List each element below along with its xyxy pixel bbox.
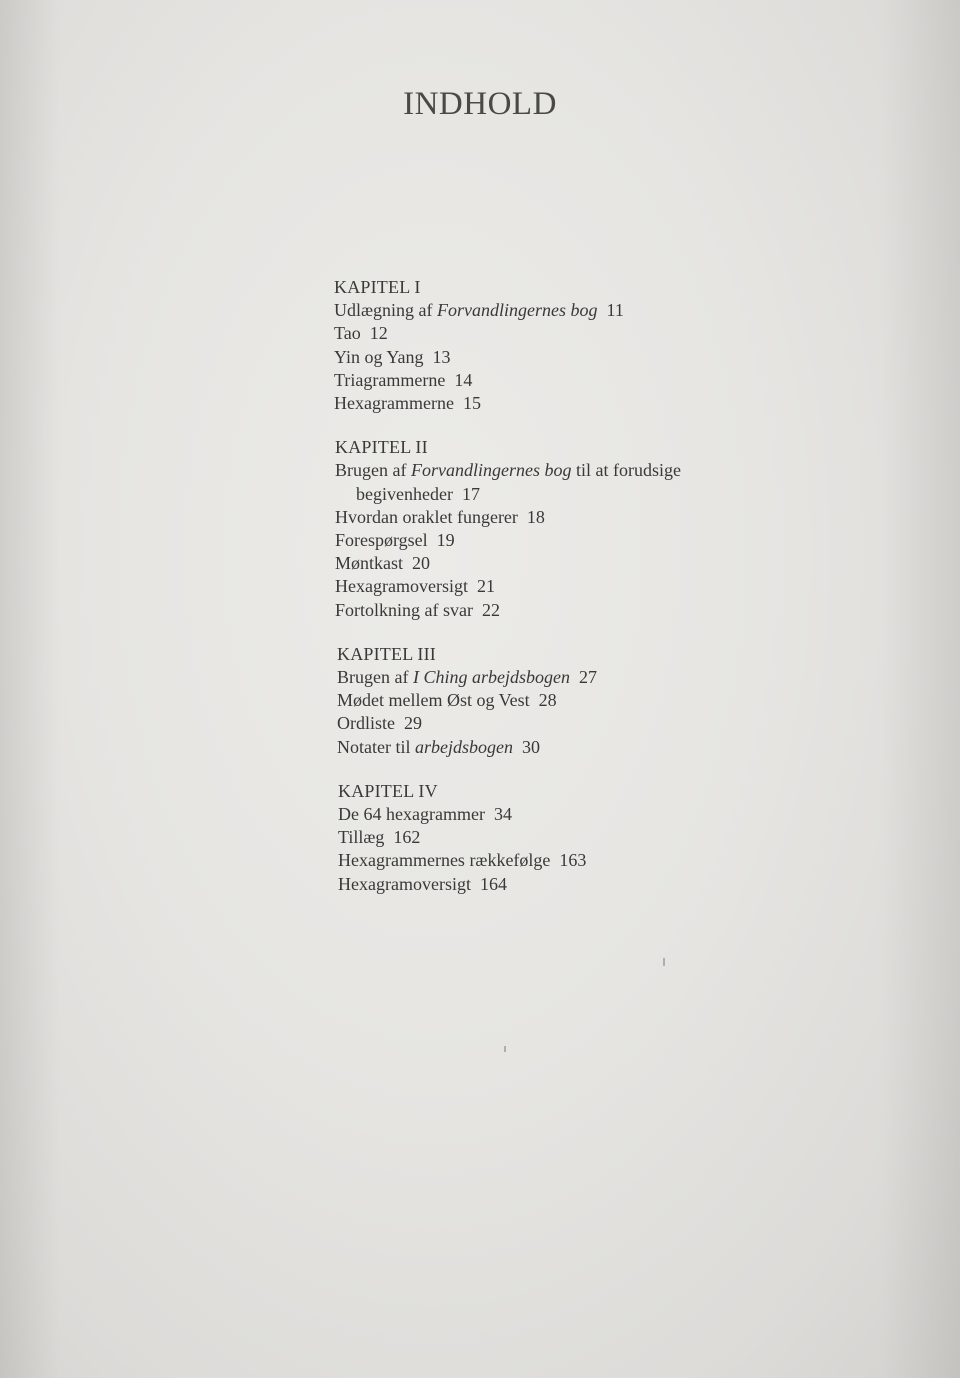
- toc-entry: [335, 529, 854, 552]
- toc-entry: [338, 849, 854, 872]
- entry-text: Hexagrammernes rækkefølge: [338, 850, 551, 871]
- page-number: 14: [454, 369, 473, 390]
- page-number: 28: [538, 690, 557, 711]
- toc-entry: [337, 666, 854, 689]
- toc-entry: [337, 689, 854, 712]
- entry-text: Hexagramoversigt: [335, 576, 468, 597]
- entry-text: Yin og Yang: [334, 346, 424, 367]
- paper-speck: [504, 1046, 506, 1052]
- chapter-heading: KAPITEL III: [337, 643, 437, 664]
- toc-section-kapitel-2: [335, 436, 854, 622]
- chapter-heading: KAPITEL I: [334, 277, 421, 297]
- table-of-contents: [334, 276, 854, 917]
- page-number: 13: [432, 346, 451, 367]
- entry-continuation: [335, 483, 854, 506]
- chapter-heading: KAPITEL IV: [338, 780, 438, 801]
- entry-italic-title: Forvandlingernes bog: [410, 460, 572, 481]
- toc-section-kapitel-4: [338, 780, 854, 896]
- entry-text: Notater til: [337, 736, 415, 757]
- entry-text: De 64 hexagrammer: [338, 804, 485, 825]
- toc-entry: [338, 826, 854, 849]
- page-number: 30: [521, 736, 540, 757]
- toc-entry: [334, 369, 854, 392]
- page-number: 34: [493, 804, 512, 825]
- entry-italic-title: I Ching arbejdsbogen: [412, 667, 570, 688]
- entry-italic-title: Forvandlingernes bog: [437, 300, 598, 321]
- page-edge-shadow-left: [0, 0, 60, 1378]
- page-number: 15: [462, 393, 481, 414]
- page-number: 18: [526, 506, 545, 527]
- entry-continuation-text: begivenheder: [356, 483, 453, 504]
- toc-entry: [334, 299, 854, 322]
- toc-entry: [335, 575, 854, 598]
- page-number: 19: [436, 530, 455, 551]
- page-title: INDHOLD: [403, 86, 557, 122]
- paper-speck: [663, 958, 665, 966]
- entry-text: Forespørgsel: [335, 530, 428, 551]
- entry-text: Møntkast: [335, 553, 404, 574]
- page-number: 27: [578, 667, 597, 688]
- entry-text: Udlægning af: [334, 300, 437, 321]
- page-number: 162: [393, 827, 421, 848]
- toc-entry: [335, 552, 854, 575]
- toc-section-kapitel-3: [337, 643, 854, 759]
- entry-text: Hexagramoversigt: [338, 873, 471, 894]
- entry-text: Mødet mellem Øst og Vest: [337, 690, 530, 711]
- page-number: 22: [481, 599, 500, 620]
- toc-entry: [335, 599, 854, 622]
- toc-entry: [338, 803, 854, 826]
- toc-entry: [335, 459, 854, 505]
- entry-text: Tao: [334, 323, 361, 344]
- toc-entry: [335, 506, 854, 529]
- page-number: 21: [476, 576, 495, 597]
- toc-entry: [334, 392, 854, 415]
- entry-text: Ordliste: [337, 713, 395, 734]
- page-number: 163: [559, 850, 587, 871]
- toc-entry: [338, 873, 854, 896]
- page-number: 12: [369, 323, 388, 344]
- chapter-heading: KAPITEL II: [335, 437, 428, 458]
- page-number: 20: [412, 553, 431, 574]
- page-number: 11: [606, 300, 624, 321]
- toc-entry: [334, 346, 854, 369]
- entry-text: Brugen af: [337, 667, 413, 688]
- entry-text: Hexagrammerne: [334, 393, 454, 414]
- entry-text: Fortolkning af svar: [335, 599, 473, 620]
- toc-entry: [337, 736, 854, 759]
- entry-text: Hvordan oraklet fungerer: [335, 506, 518, 527]
- entry-text: Tillæg: [338, 827, 385, 848]
- entry-text-tail: til at forudsige: [571, 460, 681, 481]
- toc-entry: [337, 712, 854, 735]
- entry-text: Brugen af: [335, 460, 411, 481]
- entry-italic-title: arbejdsbogen: [414, 736, 513, 757]
- toc-entry: [334, 322, 854, 345]
- page-edge-shadow-right: [880, 0, 960, 1378]
- toc-section-kapitel-1: [334, 276, 854, 415]
- page-number: 17: [461, 483, 480, 504]
- page-number: 164: [479, 873, 507, 894]
- page-number: 29: [404, 713, 422, 734]
- entry-text: Triagrammerne: [334, 369, 446, 390]
